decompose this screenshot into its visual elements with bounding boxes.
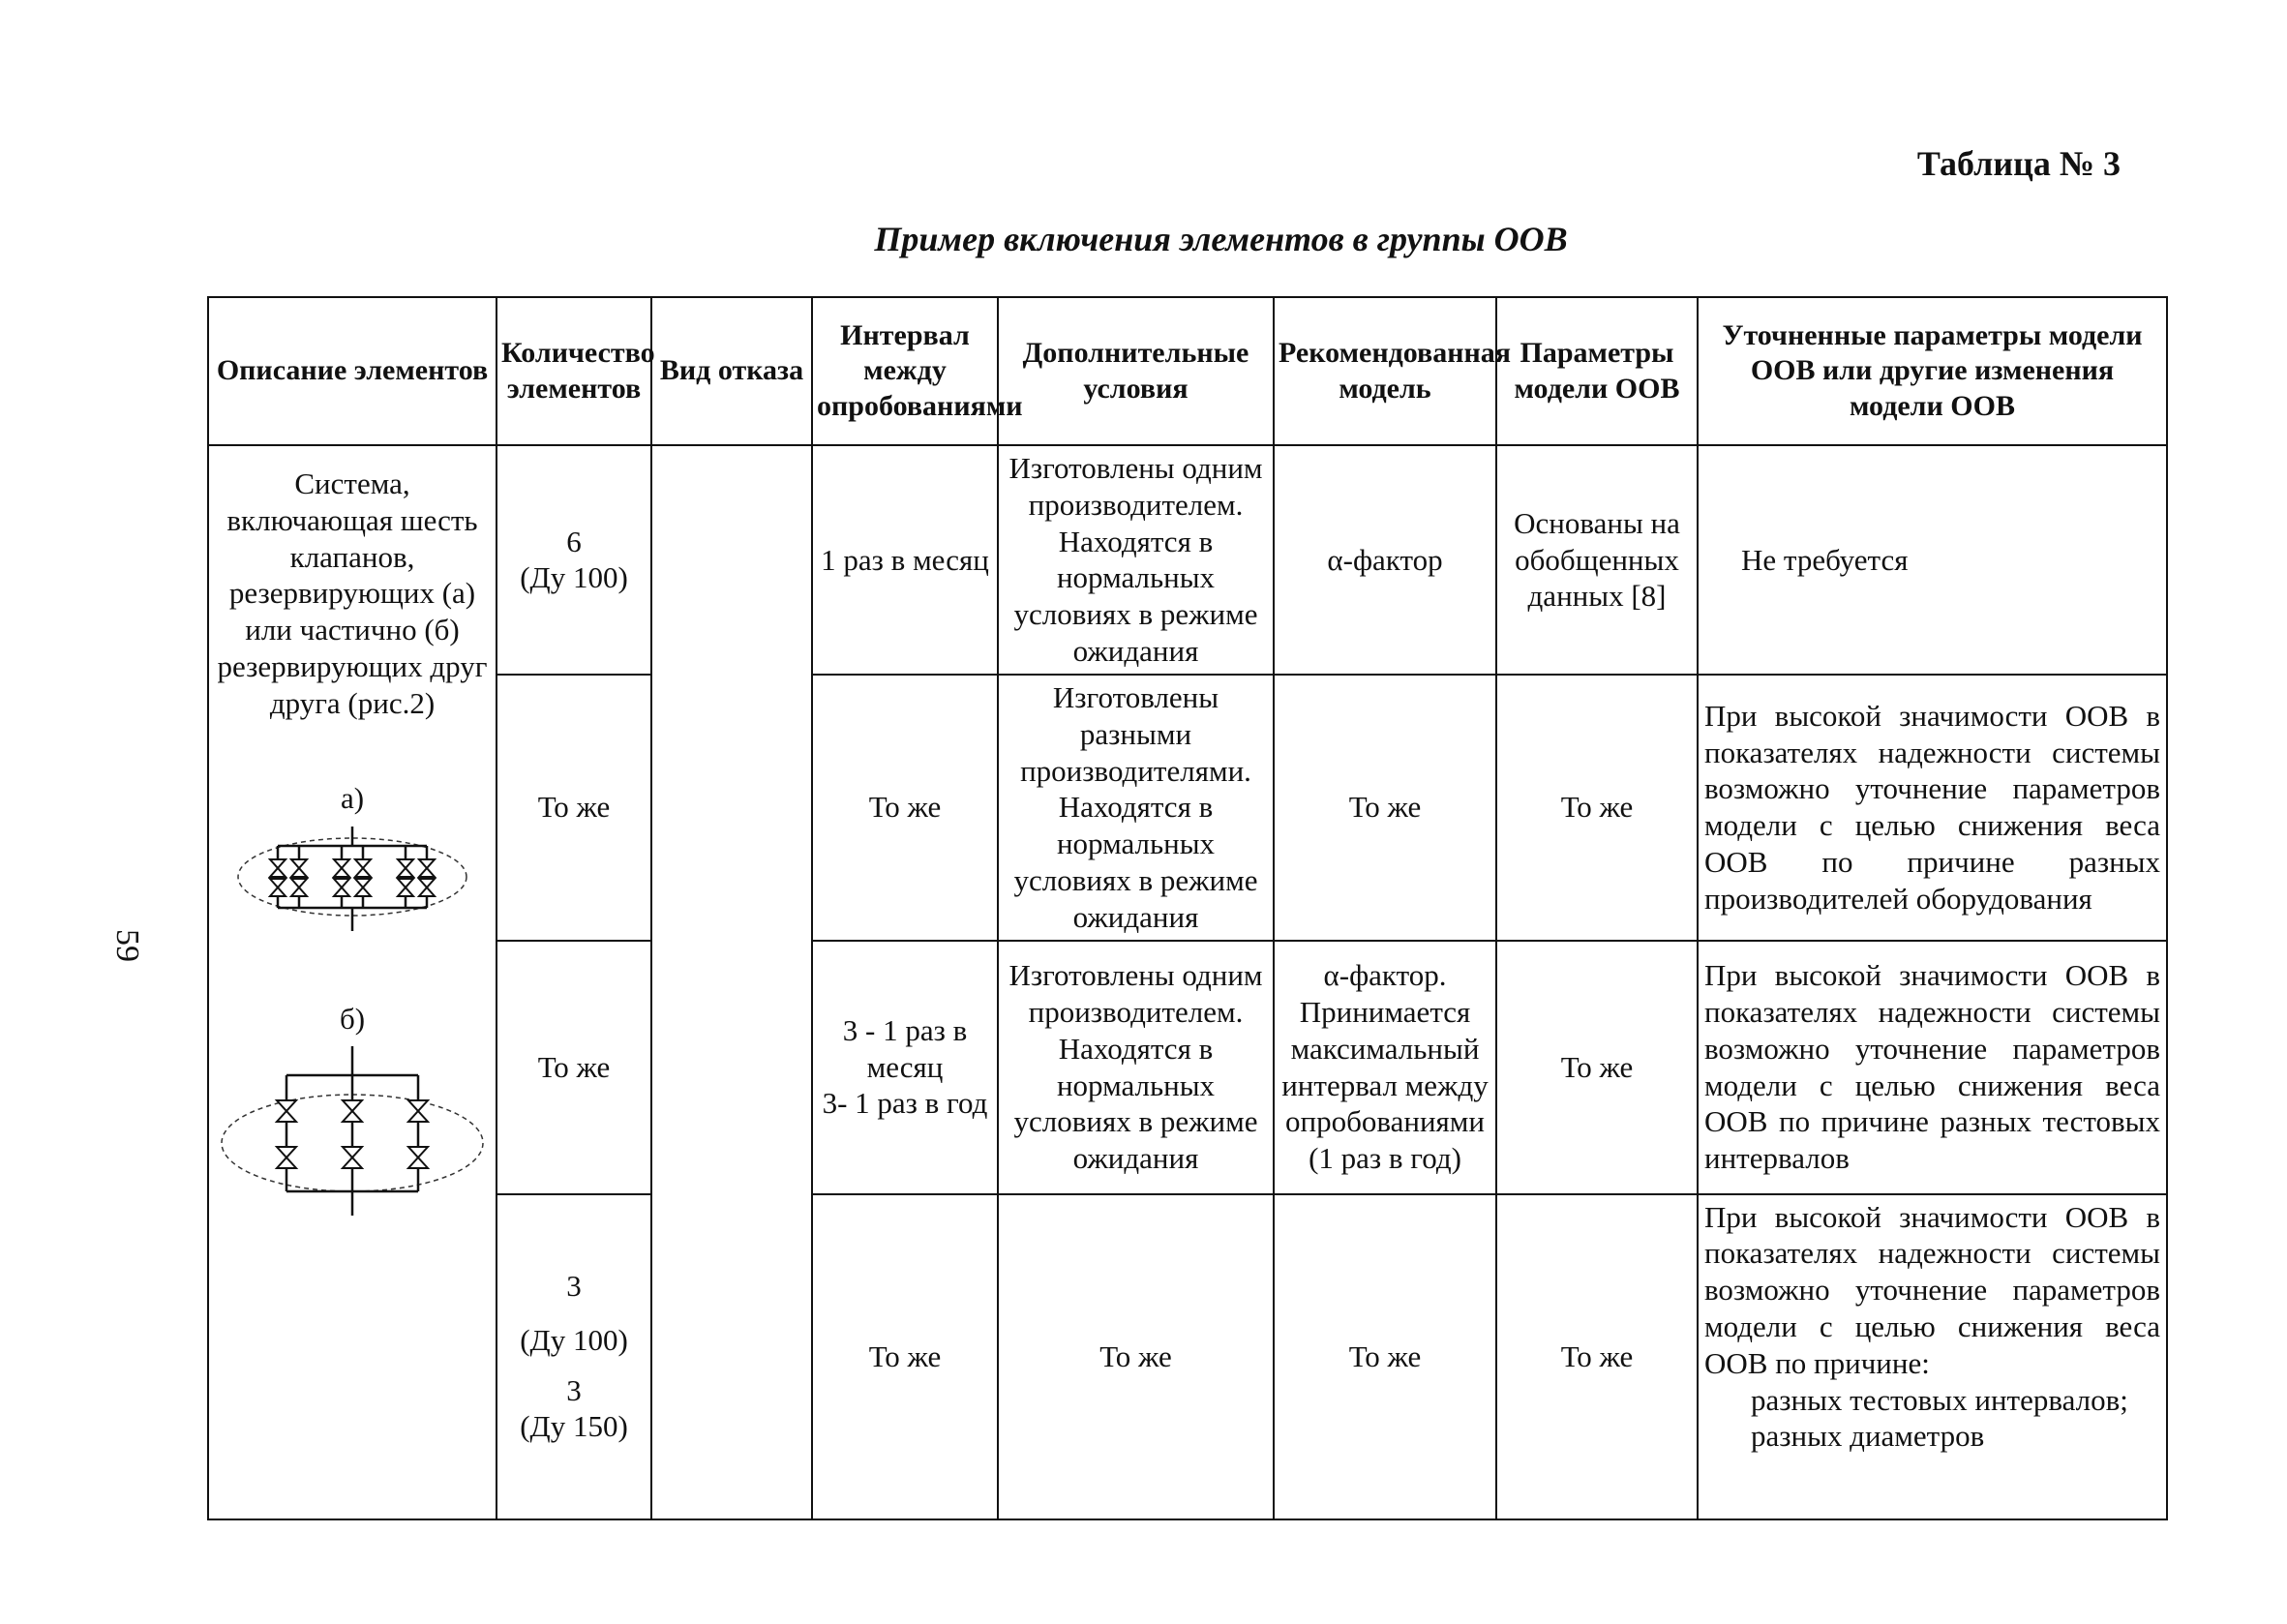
model-cell: То же — [1274, 1194, 1496, 1519]
params-cell: То же — [1496, 941, 1698, 1194]
interval-cell: 1 раз в месяц — [812, 445, 998, 675]
table-title: Пример включения элементов в группы ООВ — [874, 220, 1568, 258]
table-row — [208, 1194, 2167, 1519]
refined-cell: При высокой значимости ООВ в показателях надежности системы возможно уточнение параметров модели с целью снижения веса ООВ по причине разных тестовых интервалов — [1698, 941, 2167, 1194]
params-cell: Основаны на обобщенных данных [8] — [1496, 445, 1698, 675]
conditions-cell: Изготовлены одним производителем. Находятся в нормальных условиях в режиме ожидания — [998, 445, 1274, 675]
params-cell: То же — [1496, 675, 1698, 941]
refined-list-item: разных тестовых интервалов; — [1751, 1382, 2128, 1417]
model-cell: α-фактор. Принимается максимальный интервал между опробованиями (1 раз в год) — [1274, 941, 1496, 1194]
description-cell — [208, 445, 497, 1519]
valve-diagram-b-icon — [217, 1046, 488, 1220]
label-a: а) — [340, 780, 365, 815]
header-refined: Уточненные параметры модели ООВ или другие изменения модели ООВ — [1698, 297, 2167, 445]
interval-cell: То же — [812, 1194, 998, 1519]
table-row — [208, 941, 2167, 1194]
header-description: Описание элементов — [208, 297, 497, 445]
header-conditions: Дополнительные условия — [998, 297, 1274, 445]
table-row — [208, 675, 2167, 941]
refined-list-item: разных диаметров — [1751, 1419, 1985, 1454]
count-cell: 6 (Ду 100) — [497, 445, 651, 675]
header-count: Количество элементов — [497, 297, 651, 445]
oov-table — [207, 296, 2168, 1520]
header-params: Параметры модели ООВ — [1496, 297, 1698, 445]
table-number: Таблица № 3 — [1916, 144, 2121, 183]
conditions-cell: То же — [998, 1194, 1274, 1519]
header-failure-type: Вид отказа — [651, 297, 812, 445]
count-cell: То же — [497, 941, 651, 1194]
page-number: 59 — [109, 929, 145, 962]
failure-type-cell — [651, 445, 812, 1519]
conditions-cell: Изготовлены одним производителем. Находятся в нормальных условиях в режиме ожидания — [998, 941, 1274, 1194]
model-cell: То же — [1274, 675, 1496, 941]
params-cell: То же — [1496, 1194, 1698, 1519]
header-interval: Интервал между опробованиями — [812, 297, 998, 445]
label-b: б) — [339, 1001, 366, 1036]
count-cell: 3 (Ду 100) 3 (Ду 150) — [497, 1194, 651, 1519]
model-cell: α-фактор — [1274, 445, 1496, 675]
interval-cell: 3 - 1 раз в месяц 3- 1 раз в год — [812, 941, 998, 1194]
header-row — [208, 297, 2167, 445]
header-model: Рекомендованная модель — [1274, 297, 1496, 445]
refined-cell: При высокой значимости ООВ в показателях надежности системы возможно уточнение параметров модели с целью снижения веса ООВ по причине разных производителей оборудования — [1698, 675, 2167, 941]
refined-cell: Не требуется — [1698, 445, 2167, 675]
interval-cell: То же — [812, 675, 998, 941]
conditions-cell: Изготовлены разными производителями. Находятся в нормальных условиях в режиме ожидания — [998, 675, 1274, 941]
refined-cell: При высокой значимости ООВ в показателях надежности системы возможно уточнение параметров модели с целью снижения веса ООВ по причине: разных тестовых интервалов; разных диаметров — [1698, 1194, 2167, 1519]
valve-diagram-a-icon — [231, 827, 473, 933]
count-cell: То же — [497, 675, 651, 941]
table-row — [208, 445, 2167, 675]
description-text: Система, включающая шесть клапанов, резервирующих (а) или частично (б) резервирующих друг друга (рис.2) — [217, 466, 488, 720]
